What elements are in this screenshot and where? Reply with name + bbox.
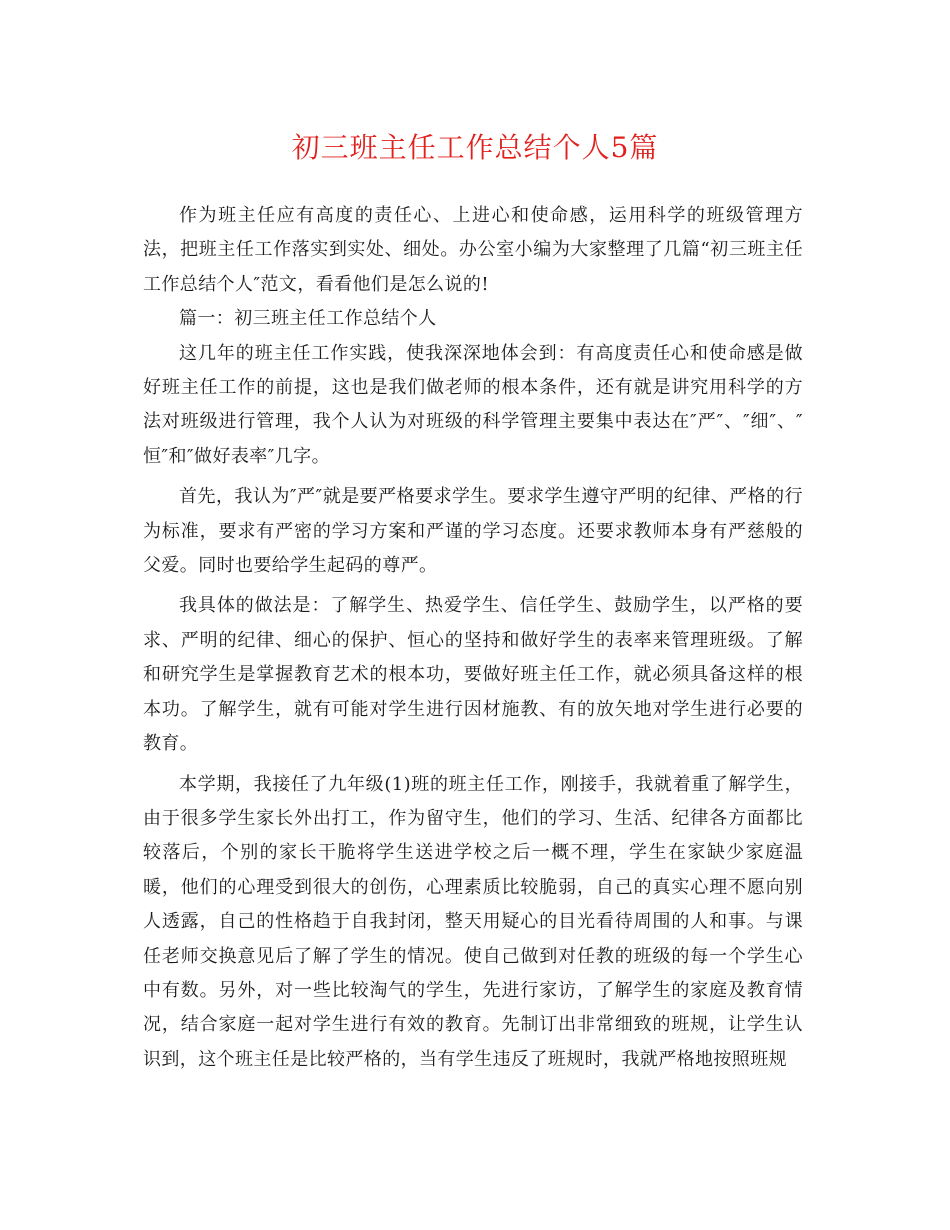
section-heading: 篇一：初三班主任工作总结个人 <box>179 308 437 330</box>
document-body <box>143 199 803 1077</box>
body-paragraph: 这几年的班主任工作实践，使我深深地体会到：有高度责任心和使命感是做好班主任工作的前提，这也是我们做老师的根本条件，还有就是讲究用科学的方法对班级进行管理，我个人认为对班级的科学管理主要集中表达在″严″、″细″、″恒″和″做好表率″几字。 <box>143 342 803 467</box>
body-paragraph: 本学期，我接任了九年级(1)班的班主任工作，刚接手，我就着重了解学生，由于很多学生家长外出打工，作为留守生，他们的学习、生活、纪律各方面都比较落后，个别的家长干脆将学生送进学校之后一概不理，学生在家缺少家庭温暖，他们的心理受到很大的创伤，心理素质比较脆弱，自己的真实心理不愿向别人透露，自己的性格趋于自我封闭，整天用疑心的目光看待周围的人和事。与课任老师交换意见后了解了学生的情况。使自己做到对任教的班级的每一个学生心中有数。另外，对一些比较淘气的学生，先进行家访，了解学生的家庭及教育情况，结合家庭一起对学生进行有效的教育。先制订出非常细致的班规，让学生认识到，这个班主任是比较严格的，当有学生违反了班规时，我就严格地按照班规 <box>143 773 803 1070</box>
intro-paragraph: 作为班主任应有高度的责任心、上进心和使命感，运用科学的班级管理方法，把班主任工作落实到实处、细处。办公室小编为大家整理了几篇“初三班主任工作总结个人″范文，看看他们是怎么说的! <box>143 205 803 295</box>
document-title: 初三班主任工作总结个人5篇 <box>291 131 659 164</box>
body-paragraph: 首先，我认为″严″就是要严格要求学生。要求学生遵守严明的纪律、严格的行为标准，要求有严密的学习方案和严谨的学习态度。还要求教师本身有严慈般的父爱。同时也要给学生起码的尊严。 <box>143 486 803 577</box>
body-paragraph: 我具体的做法是：了解学生、热爱学生、信任学生、鼓励学生，以严格的要求、严明的纪律、细心的保护、恒心的坚持和做好学生的表率来管理班级。了解和研究学生是掌握教育艺术的根本功，要做好班主任工作，就必须具备这样的根本功。了解学生，就有可能对学生进行因材施教、有的放矢地对学生进行必要的教育。 <box>143 595 803 755</box>
